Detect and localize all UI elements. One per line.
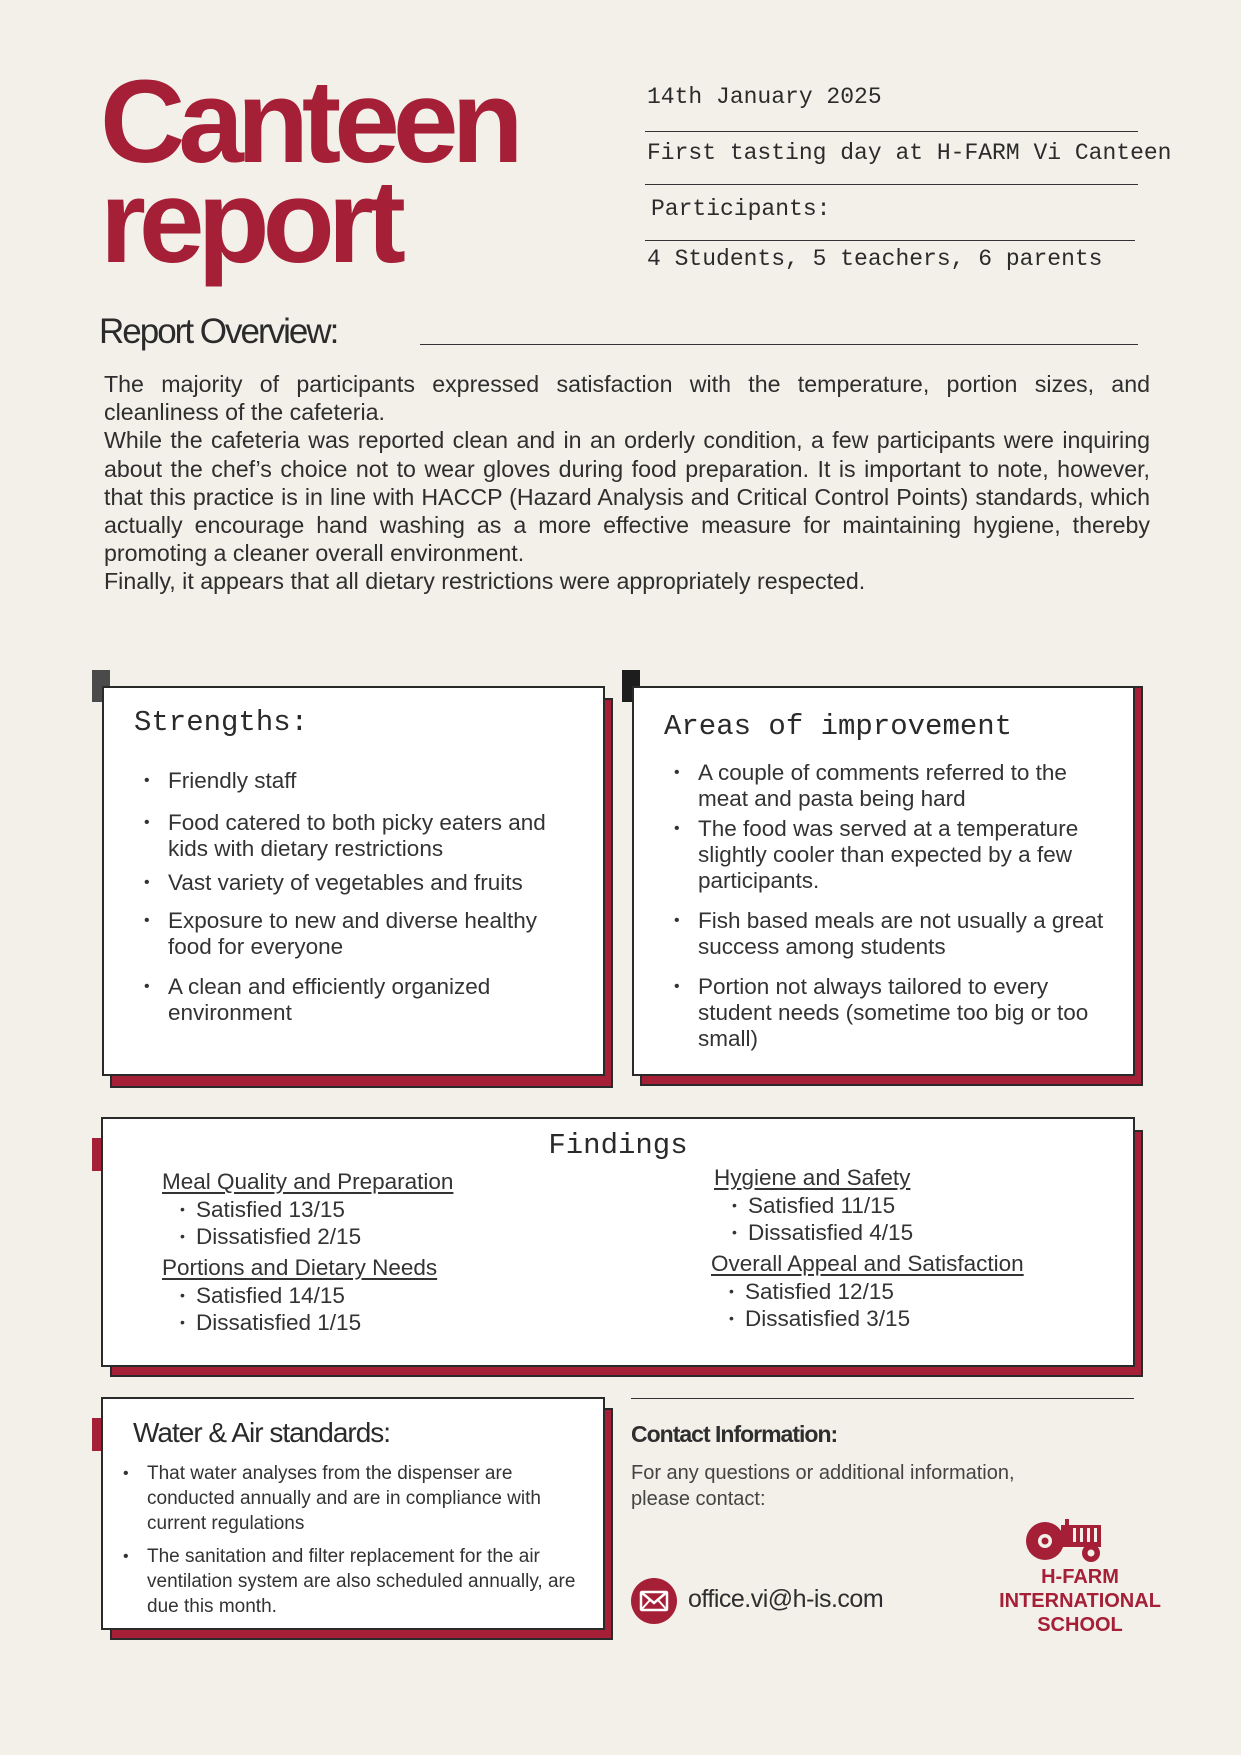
logo-line: SCHOOL [1037,1614,1123,1636]
list-item: • Satisfied 12/15 [711,1278,910,1305]
list-item: • Dissatisfied 3/15 [711,1305,910,1332]
participants-label: Participants: [651,196,831,222]
list-item: • Fish based meals are not usually a great success among students [664,908,1114,960]
overview-paragraph: Finally, it appears that all dietary restrictions were appropriately respected. [104,568,866,595]
list-item: • Satisfied 14/15 [162,1282,361,1309]
contact-text: For any questions or additional information, please contact: [631,1462,1015,1510]
findings-list [711,1278,910,1332]
divider [420,344,1138,345]
title-line-1: Canteen [100,56,517,188]
overview-text [104,370,1150,596]
list-item: • A clean and efficiently organized environment [134,974,574,1026]
findings-list [162,1196,361,1250]
divider [645,240,1135,241]
findings-card [101,1117,1135,1367]
list-item: • Satisfied 11/15 [714,1192,913,1219]
findings-category: Portions and Dietary Needs [162,1255,438,1280]
findings-heading: Findings [548,1129,688,1162]
water-air-card [101,1397,605,1630]
improvements-card [632,686,1135,1076]
list-item: • Exposure to new and diverse healthy food for everyone [134,908,574,960]
logo-line: H-FARM [1041,1566,1119,1588]
divider [645,131,1138,132]
findings-list [162,1282,361,1336]
overview-paragraph: The majority of participants expressed satisfaction with the temperature, portion sizes, and cleanliness of the cafeteria. [104,371,1150,426]
mail-icon [631,1578,677,1624]
list-item: • Dissatisfied 4/15 [714,1219,913,1246]
strengths-card [102,686,605,1076]
water-list [119,1461,579,1619]
logo-line: INTERNATIONAL [999,1590,1161,1612]
overview-paragraph: While the cafeteria was reported clean and in an orderly condition, a few participants were inquiring about the chef’s choice not to wear gloves during food preparation. It is important to note, however, that this practice is in line with HACCP (Hazard Analysis and Critical Control Points) standards, which actually encourage hand washing as a more effective measure for maintaining hygiene, thereby promoting a cleaner overall environment. [104,427,1150,567]
strengths-list [134,768,574,1026]
water-heading: Water & Air standards: [133,1417,391,1448]
findings-category: Meal Quality and Preparation [162,1169,454,1194]
report-date: 14th January 2025 [647,84,882,110]
school-logo [980,1565,1180,1637]
list-item: • That water analyses from the dispenser are conducted annually and are in compliance with current regulations [119,1461,579,1536]
divider [645,184,1138,185]
event-description: First tasting day at H-FARM Vi Canteen [647,140,1172,166]
list-item: • Friendly staff [134,768,574,794]
list-item: • Portion not always tailored to every student needs (sometime too big or too small) [664,974,1114,1052]
list-item: • Satisfied 13/15 [162,1196,361,1223]
list-item: • A couple of comments referred to the meat and pasta being hard [664,760,1114,812]
list-item: • The sanitation and filter replacement for the air ventilation system are also scheduled annually, are due this month. [119,1544,579,1619]
title-line-2: report [100,156,399,288]
email-link[interactable]: office.vi@h-is.com [688,1585,884,1613]
list-item: • The food was served at a temperature slightly cooler than expected by a few participants. [664,816,1114,894]
tractor-icon [1025,1517,1109,1568]
improvements-list [664,760,1114,1052]
improvements-heading: Areas of improvement [664,710,1013,743]
list-item: • Food catered to both picky eaters and kids with dietary restrictions [134,810,574,862]
report-title [100,56,517,288]
findings-category: Overall Appeal and Satisfaction [711,1251,1024,1276]
contact-heading: Contact Information: [631,1421,838,1447]
findings-category: Hygiene and Safety [714,1165,911,1190]
strengths-heading: Strengths: [134,706,309,739]
list-item: • Dissatisfied 2/15 [162,1223,361,1250]
list-item: • Vast variety of vegetables and fruits [134,870,574,896]
findings-list [714,1192,913,1246]
participants-value: 4 Students, 5 teachers, 6 parents [647,246,1103,272]
divider [631,1398,1134,1399]
overview-heading: Report Overview: [99,312,338,351]
list-item: • Dissatisfied 1/15 [162,1309,361,1336]
